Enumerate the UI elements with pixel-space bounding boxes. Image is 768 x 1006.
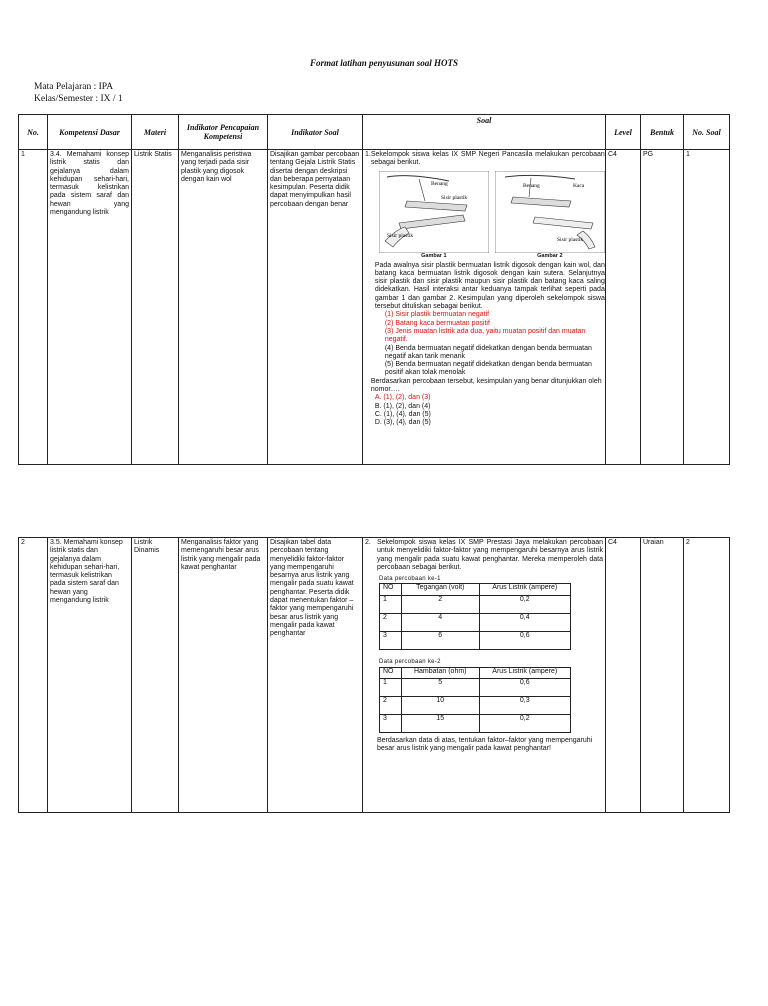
table-cell: 0,6 — [479, 632, 570, 650]
table-cell: 3 — [380, 714, 402, 732]
table-cell: 2 — [401, 596, 479, 614]
row2-indikator-soal: Disajikan tabel data percobaan tentang menyelidiki faktor-faktor yang mempengaruhi besarnya arus listrik yang mengalir pada suatu kawat penghantar. Peserta didik dapat menentukan faktor – faktor yang mempengaruhi besar arus listrik yang mengalir pada kawat penghantar — [268, 538, 363, 813]
row2-materi: Listrik Dinamis — [132, 538, 179, 813]
option-c: C. (1), (4), dan (5) — [374, 410, 431, 418]
row1-materi: Listrik Statis — [132, 150, 179, 465]
option-a: A. (1), (2), dan (3) — [374, 394, 431, 402]
table-cell: 2 — [380, 696, 402, 714]
data-table-1-header: NO — [380, 584, 402, 596]
row2-no: 2 — [19, 538, 48, 813]
statement-4: (4) Benda bermuatan negatif didekatkan dengan benda bermuatan negatif akan tarik menarik — [384, 344, 592, 360]
table-row — [380, 696, 571, 714]
statement-1: (1) Sisir plastik bermuatan negatif — [384, 311, 490, 319]
table-cell: 3 — [380, 632, 402, 650]
row2-soal — [363, 538, 606, 813]
data-table-2-header: NO — [380, 667, 402, 678]
fig1-sisir2-label: Sisir plastik — [386, 232, 413, 239]
header-bentuk: Bentuk — [641, 115, 684, 150]
table-cell: 2 — [380, 614, 402, 632]
header-no: No. — [19, 115, 48, 150]
data-table-1-header: Tegangan (volt) — [401, 584, 479, 596]
document-title: Format latihan penyusunan soal HOTS — [309, 58, 459, 68]
table-row — [380, 614, 571, 632]
row1-bentuk: PG — [641, 150, 684, 465]
row1-kd: 3.4. Memahami konsep listrik statis dan gejalanya dalam kehidupan sehari-hari, termasuk kelistrikan pada sistem saraf dan hewan yang mengandung listrik — [48, 150, 132, 465]
table-cell: 1 — [380, 596, 402, 614]
fig1-sisir-label: Sisir plastik — [440, 194, 467, 201]
table-row — [380, 678, 571, 696]
header-level: Level — [606, 115, 641, 150]
row2-question-prompt: Berdasarkan data di atas, tentukan faktor–faktor yang mempengaruhi besar arus listrik yang mengalir pada kawat penghantar! — [377, 736, 593, 753]
data-table-2-header: Hambatan (ohm) — [401, 667, 479, 678]
experiment-figures — [379, 171, 605, 260]
row1-no: 1 — [19, 150, 48, 465]
statement-2: (2) Batang kaca bermuatan positif — [384, 319, 490, 327]
header-materi: Materi — [132, 115, 179, 150]
header-ipk: Indikator Pencapaian Kompetensi — [179, 115, 268, 150]
statement-5: (5) Benda bermuatan negatif didekatkan dengan benda bermuatan positif akan tolak menolak — [384, 361, 592, 377]
data-table-1-label: Data percobaan ke-1 — [379, 576, 441, 583]
fig2-kaca-label: Kaca — [572, 182, 585, 189]
row2-bentuk: Uraian — [641, 538, 684, 813]
figure-1-illustration — [379, 171, 489, 253]
row1-no-soal: 1 — [684, 150, 730, 465]
data-table-1-header: Arus Listrik (ampere) — [479, 584, 570, 596]
figure-1-caption: Gambar 1 — [421, 252, 447, 259]
row1-question-intro: Sekelompok siswa kelas IX SMP Negeri Pancasila melakukan percobaan sebagai berikut. — [370, 151, 605, 167]
row1-question-number: 1. — [365, 151, 371, 158]
header-kd: Kompetensi Dasar — [48, 115, 132, 150]
table-cell: 6 — [401, 632, 479, 650]
table-cell: 1 — [380, 678, 402, 696]
table-cell: 4 — [401, 614, 479, 632]
row1-ipk: Menganalisis peristiwa yang terjadi pada sisir plastik yang digosok dengan kain wol — [179, 150, 268, 465]
option-b: B. (1), (2), dan (4) — [374, 402, 431, 410]
class-line: Kelas/Semester : IX / 1 — [34, 94, 123, 104]
statement-list — [371, 311, 605, 377]
data-table-2-label: Data percobaan ke-2 — [379, 659, 441, 666]
table-cell: 5 — [401, 678, 479, 696]
fig2-benang-label: Benang — [522, 182, 540, 189]
table-row — [380, 714, 571, 732]
row1-question-body: Pada awalnya sisir plastik bermuatan listrik digosok dengan kain wol, dan batang kaca bermuatan listrik digosok dengan kain sutera. Selanjutnya sisir plastik dan sisir plastik maupun sisir plastik dan batang kaca saling didekatkan. Hasil interaksi antar keduanya tampak terlihat seperti pada gambar 1 dan gambar 2. Kesimpulan yang diperoleh sekelompok siswa tersebut dituliskan sebagai berikut. — [374, 261, 605, 311]
statement-3: (3) Jenis muatan listrik ada dua, yaitu muatan positif dan muatan negatif. — [384, 327, 586, 344]
fig1-benang-label: Benang — [430, 180, 448, 187]
table-row — [380, 632, 571, 650]
row2-no-soal: 2 — [684, 538, 730, 813]
hots-table-1 — [18, 114, 730, 465]
row1-question-prompt: Berdasarkan percobaan tersebut, kesimpulan yang benar ditunjukkan oleh nomor…. — [370, 377, 602, 394]
data-table-2-header: Arus Listrik (ampere) — [479, 667, 570, 678]
row2-kd: 3.5. Memahami konsep listrik statis dan gejalanya dalam kehidupan sehari-hari, termasuk kelistrikan pada sistem saraf dan hewan yang mengandung listrik — [48, 538, 132, 813]
table-cell: 0,2 — [479, 596, 570, 614]
data-table-2 — [379, 667, 571, 733]
table-row — [380, 596, 571, 614]
table-cell: 15 — [401, 714, 479, 732]
table-cell: 10 — [401, 696, 479, 714]
figure-2-caption: Gambar 2 — [537, 252, 563, 259]
row1-level: C4 — [606, 150, 641, 465]
data-table-1 — [379, 583, 571, 650]
header-indikator-soal: Indikator Soal — [268, 115, 363, 150]
answer-options — [371, 394, 605, 427]
header-no-soal: No. Soal — [684, 115, 730, 150]
row1-soal — [363, 150, 606, 465]
fig2-sisir-label: Sisir plastik — [556, 236, 583, 243]
figure-1 — [379, 171, 489, 260]
row2-level: C4 — [606, 538, 641, 813]
figure-2 — [495, 171, 605, 260]
row1-indikator-soal: Disajikan gambar percobaan tentang Gejala Listrik Statis disertai dengan deskripsi dan beberapa pernyataan kesimpulan. Peserta didik dapat menyimpulkan hasil percobaan dengan benar — [268, 150, 363, 465]
table-cell: 0,3 — [479, 696, 570, 714]
row2-question-intro: Sekelompok siswa kelas IX SMP Prestasi Jaya melakukan percobaan untuk menyelidiki faktor-faktor yang mempengaruhi besarnya arus listrik yang mengalir pada suatu kawat penghantar. Mereka memperoleh data percobaan sebagai berikut. — [377, 539, 603, 571]
row2-question-number: 2. — [365, 539, 371, 546]
row2-ipk: Menganalisis faktor yang memengaruhi besar arus listrik yang mengalir pada kawat penghantar — [179, 538, 268, 813]
header-soal: Soal — [363, 115, 606, 150]
table-cell: 0,4 — [479, 614, 570, 632]
subject-line: Mata Pelajaran : IPA — [34, 82, 114, 92]
hots-table-2 — [18, 537, 730, 813]
option-d: D. (3), (4), dan (5) — [374, 419, 431, 427]
figure-2-illustration — [495, 171, 605, 253]
table-cell: 0,2 — [479, 714, 570, 732]
table-cell: 0,6 — [479, 678, 570, 696]
